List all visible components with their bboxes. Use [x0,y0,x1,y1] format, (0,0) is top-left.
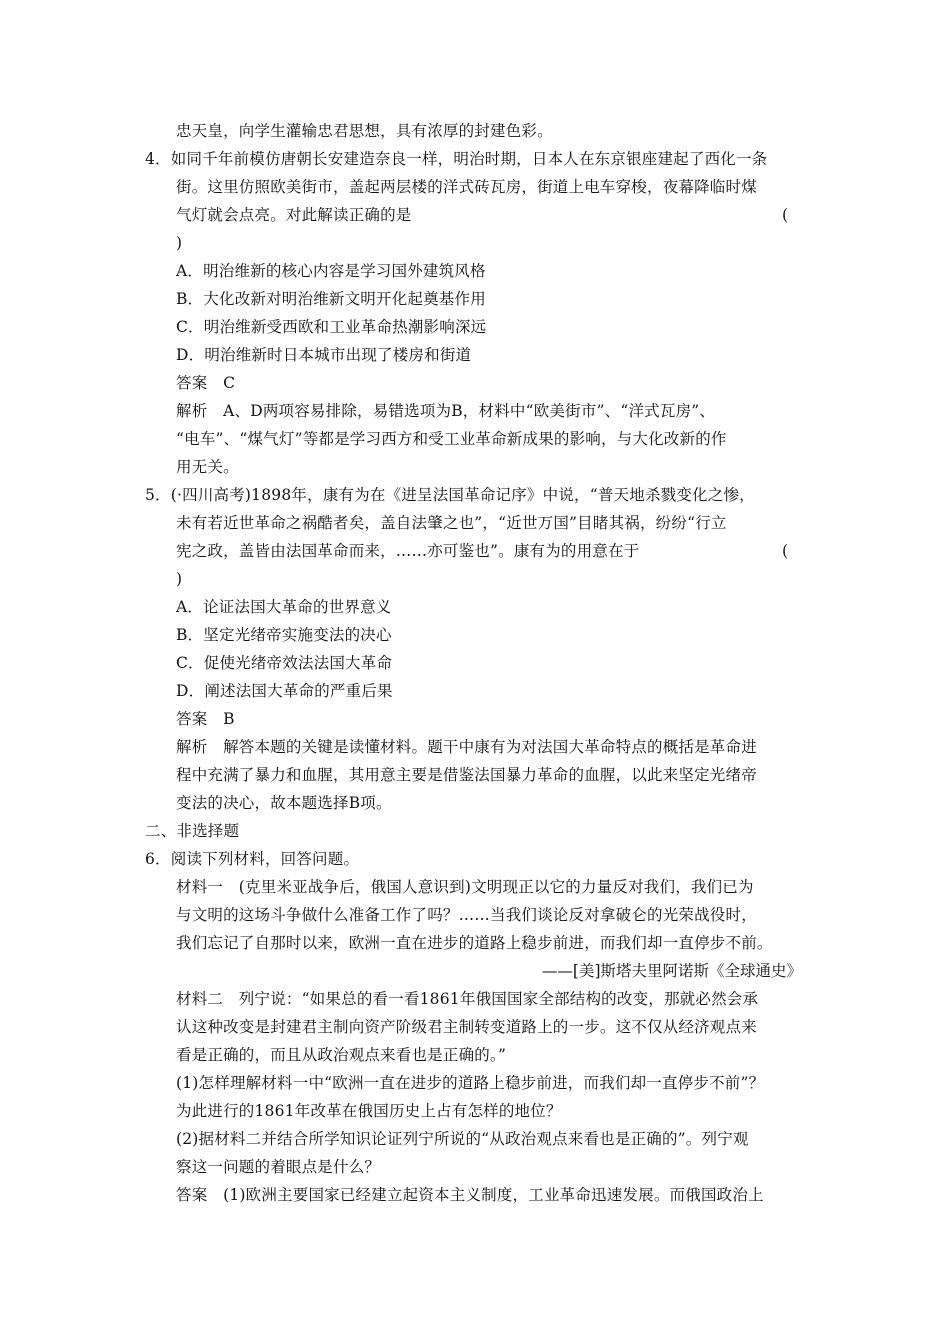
option-b: B．坚定光绪帝实施变法的决心 [176,626,392,644]
text-line: 看是正确的，而且从政治观点来看也是正确的。” [176,1046,507,1064]
text-line: 变法的决心，故本题选择B项。 [176,794,392,812]
answer-paren-open: ( [782,206,789,224]
text-line: 街。这里仿照欧美街市，盖起两层楼的洋式砖瓦房，街道上电车穿梭，夜幕降临时煤 [176,178,757,196]
text-line: 忠天皇，向学生灌输忠君思想，具有浓厚的封建色彩。 [176,122,553,140]
question-5-stem: 5．(·四川高考)1898年，康有为在《进呈法国革命记序》中说，“普天地杀戮变化之惨， [145,486,755,504]
option-d: D．阐述法国大革命的严重后果 [176,682,393,700]
text-line: 为此进行的1861年改革在俄国历史上占有怎样的地位？ [176,1102,562,1120]
text-line: 用无关。 [176,458,239,476]
option-c: C．明治维新受西欧和工业革命热潮影响深远 [176,318,487,336]
text-line: 我们忘记了自那时以来，欧洲一直在进步的道路上稳步前进，而我们却一直停步不前。 [176,934,773,952]
sub-question-2: (2)据材料二并结合所学知识论证列宁所说的“从政治观点来看也是正确的”。列宁观 [176,1130,749,1148]
question-4-stem: 4．如同千年前模仿唐朝长安建造奈良一样，明治时期，日本人在东京银座建起了西化一条 [145,150,768,168]
option-a: A．明治维新的核心内容是学习国外建筑风格 [176,262,486,280]
material-1: 材料一 (克里米亚战争后，俄国人意识到)文明现正以它的力量反对我们，我们已为 [176,878,754,896]
answer-paren-open: ( [782,542,789,560]
citation: ——[美]斯塔夫里阿诺斯《全球通史》 [541,962,802,980]
text-line: 宪之政，盖皆由法国革命而来，……亦可鉴也”。康有为的用意在于 [176,542,640,560]
text-line: 气灯就会点亮。对此解读正确的是 [176,206,412,224]
option-a: A．论证法国大革命的世界意义 [176,598,392,616]
analysis-text: 解析 解答本题的关键是读懂材料。题干中康有为对法国大革命特点的概括是革命进 [176,738,757,756]
material-2: 材料二 列宁说：“如果总的看一看1861年俄国国家全部结构的改变，那就必然会承 [176,990,759,1008]
option-c: C．促使光绪帝效法法国大革命 [176,654,393,672]
question-6-stem: 6．阅读下列材料，回答问题。 [145,850,360,868]
answer-paren-close: ) [176,234,183,252]
answer-paren-close: ) [176,570,183,588]
text-line: 察这一问题的着眼点是什么？ [176,1158,381,1176]
answer-label: 答案 C [176,374,236,392]
text-line: 与文明的这场斗争做什么准备工作了吗？……当我们谈论反对拿破仑的光荣战役时， [176,906,757,924]
option-b: B．大化改新对明治维新文明开化起奠基作用 [176,290,486,308]
sub-question-1: (1)怎样理解材料一中“欧洲一直在进步的道路上稳步前进，而我们却一直停步不前”？ [176,1074,765,1092]
text-line: 未有若近世革命之祸酷者矣，盖自法肇之也”，“近世万国”目睹其祸，纷纷“行立 [176,514,727,532]
option-d: D．明治维新时日本城市出现了楼房和街道 [176,346,472,364]
analysis-text: 解析 A、D两项容易排除，易错选项为B，材料中“欧美街市”、“洋式瓦房”、 [176,402,716,420]
text-line: 程中充满了暴力和血腥，其用意主要是借鉴法国暴力革命的血腥，以此来坚定光绪帝 [176,766,757,784]
answer-label: 答案 B [176,710,235,728]
text-line: “电车”、“煤气灯”等都是学习西方和受工业革命新成果的影响，与大化改新的作 [176,430,727,448]
answer-label: 答案 (1)欧洲主要国家已经建立起资本主义制度，工业革命迅速发展。而俄国政治上 [176,1186,764,1204]
text-line: 认这种改变是封建君主制向资产阶级君主制转变道路上的一步。这不仅从经济观点来 [176,1018,757,1036]
section-heading: 二、非选择题 [145,822,240,840]
